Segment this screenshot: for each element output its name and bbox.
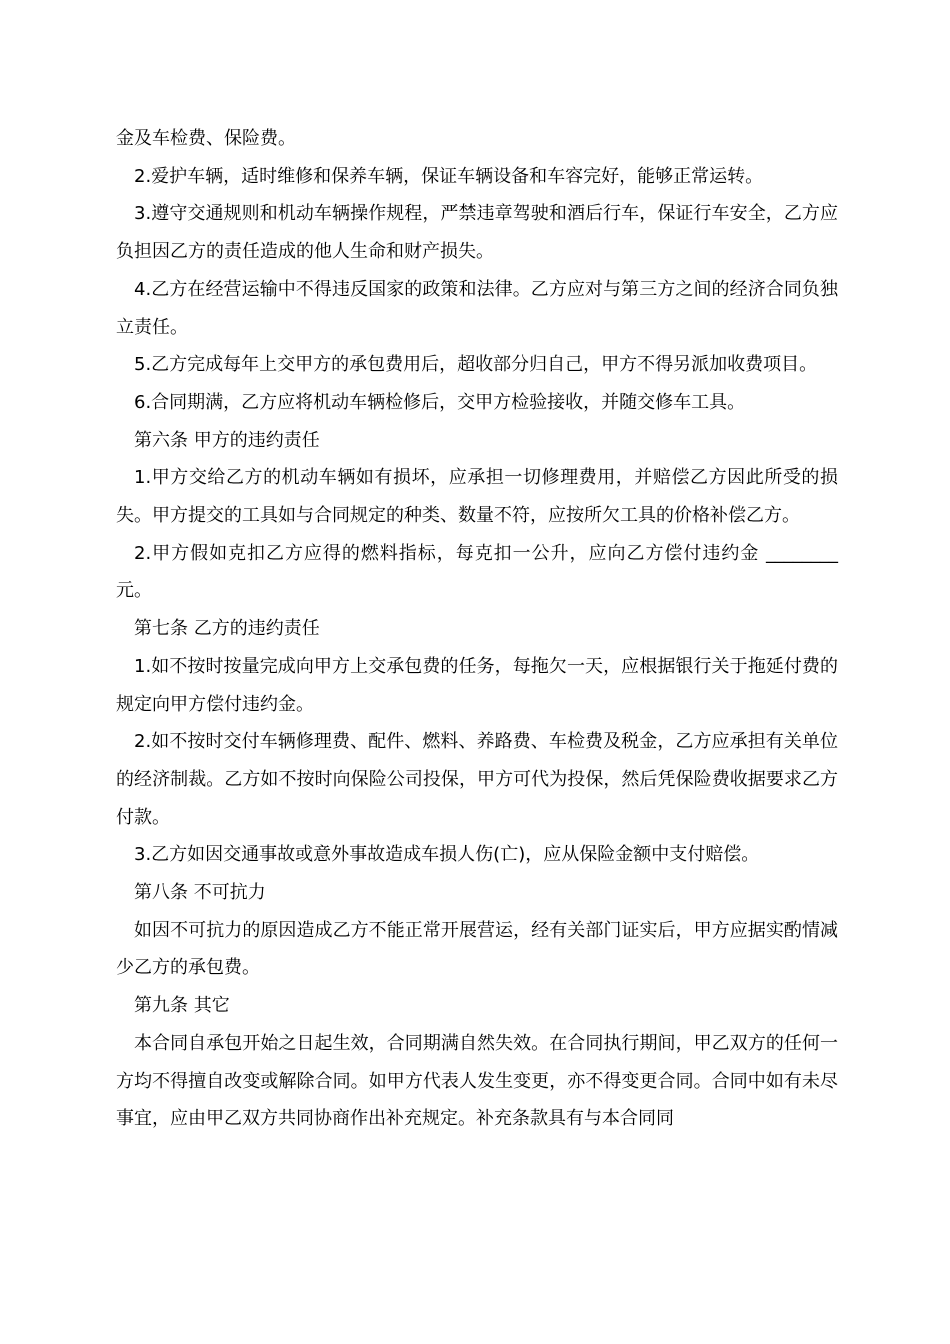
paragraph-fee-continuation: 金及车检费、保险费。 <box>116 128 296 149</box>
clause-9-body: 本合同自承包开始之日起生效，合同期满自然失效。在合同执行期间，甲乙双方的任何一方均不得擅自改变或解除合同。如甲方代表人发生变更，亦不得变更合同。合同中如有未尽事宜，应由甲乙双方共同协商作出补充规定。补充条款具有与本合同同 <box>116 1032 838 1130</box>
clause-6-heading: 第六条 甲方的违约责任 <box>134 429 320 451</box>
clause-5-item-2: 2.爱护车辆，适时维修和保养车辆，保证车辆设备和车容完好，能够正常运转。 <box>134 165 764 187</box>
clause-6-item-2: 2.甲方假如克扣乙方应得的燃料指标，每克扣一公升，应向乙方偿付违约金 ________元。 <box>116 542 838 602</box>
clause-7-item-2: 2.如不按时交付车辆修理费、配件、燃料、养路费、车检费及税金，乙方应承担有关单位的经济制裁。乙方如不按时向保险公司投保，甲方可代为投保，然后凭保险费收据要求乙方付款。 <box>116 731 838 828</box>
clause-5-item-6: 6.合同期满，乙方应将机动车辆检修后，交甲方检验接收，并随交修车工具。 <box>134 391 746 413</box>
contract-body <box>116 120 838 1138</box>
clause-6-item-1: 1.甲方交给乙方的机动车辆如有损坏，应承担一切修理费用，并赔偿乙方因此所受的损失。甲方提交的工具如与合同规定的种类、数量不符，应按所欠工具的价格补偿乙方。 <box>116 467 838 527</box>
clause-5-item-4: 4.乙方在经营运输中不得违反国家的政策和法律。乙方应对与第三方之间的经济合同负独立责任。 <box>116 278 838 338</box>
clause-9-heading: 第九条 其它 <box>134 995 230 1017</box>
clause-8-heading: 第八条 不可抗力 <box>134 882 266 904</box>
clause-7-heading: 第七条 乙方的违约责任 <box>134 618 320 640</box>
clause-5-item-5: 5.乙方完成每年上交甲方的承包费用后，超收部分归自己，甲方不得另派加收费项目。 <box>134 354 818 376</box>
clause-7-item-1: 1.如不按时按量完成向甲方上交承包费的任务，每拖欠一天，应根据银行关于拖延付费的规定向甲方偿付违约金。 <box>116 655 838 715</box>
clause-5-item-3: 3.遵守交通规则和机动车辆操作规程，严禁违章驾驶和酒后行车，保证行车安全，乙方应负担因乙方的责任造成的他人生命和财产损失。 <box>116 203 838 263</box>
clause-7-item-3: 3.乙方如因交通事故或意外事故造成车损人伤(亡)，应从保险金额中支付赔偿。 <box>134 844 760 866</box>
clause-8-body: 如因不可抗力的原因造成乙方不能正常开展营运，经有关部门证实后，甲方应据实酌情减少乙方的承包费。 <box>116 919 838 979</box>
